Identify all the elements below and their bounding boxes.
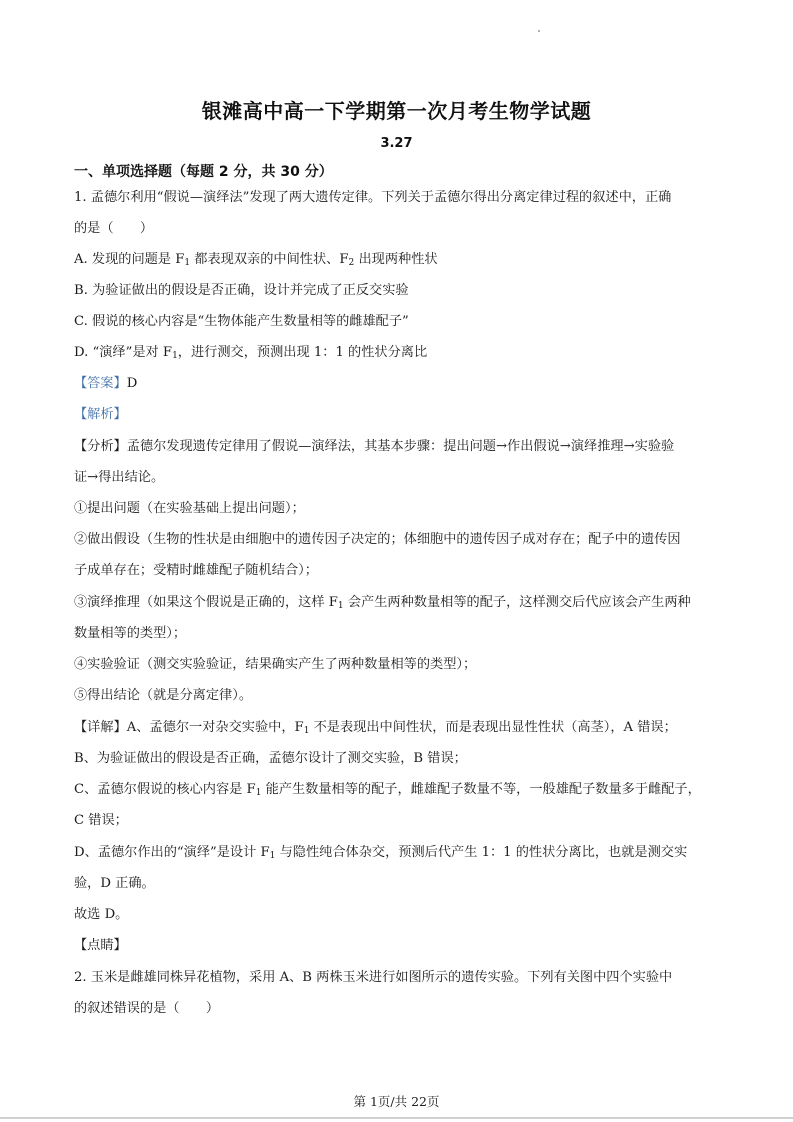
q1-option-a-text: A. 发现的问题是 F <box>74 252 185 267</box>
q1-detail-c-line1 <box>74 780 726 800</box>
comment-tag: 【点睛】 <box>74 938 127 953</box>
q1-step3-line2: 数量相等的类型）； <box>74 626 187 641</box>
subscript: 1 <box>337 601 344 611</box>
exam-date: 3.27 <box>380 136 413 151</box>
subscript: 1 <box>184 258 191 268</box>
detail-text: 与隐性纯合体杂交，预测后代产生 1：1 的性状分离比，也就是测交实 <box>275 845 688 860</box>
analysis-tag: 【解析】 <box>74 407 127 422</box>
q1-step3-line1 <box>74 593 726 613</box>
q1-option-d-text: ，进行测交，预测出现 1：1 的性状分离比 <box>177 345 428 360</box>
q1-step5: ⑤得出结论（就是分离定律）。 <box>74 688 253 703</box>
q1-conclusion: 故选 D。 <box>74 907 129 922</box>
step3-text: 会产生两种数量相等的配子，这样测交后代应该会产生两种 <box>343 595 691 610</box>
fenxi-tag: 【分析】 <box>74 439 127 454</box>
q1-stem-line2: 的是（ ） <box>74 221 154 236</box>
q1-option-a <box>74 250 726 270</box>
q1-step2-line1: ②做出假设（生物的性状是由细胞中的遗传因子决定的；体细胞中的遗传因子成对存在；配子中的遗传因 <box>74 532 681 547</box>
q1-fenxi-line1 <box>74 437 726 457</box>
subscript: 1 <box>172 351 178 361</box>
q1-detail-c-line2: C 错误； <box>74 813 128 828</box>
section-heading: 一、单项选择题（每题 2 分，共 30 分） <box>74 164 333 180</box>
subscript: 1 <box>303 726 310 736</box>
q1-comment-label <box>74 936 726 956</box>
subscript: 2 <box>348 258 355 268</box>
q1-step2-line2: 子成单存在；受精时雌雄配子随机结合）； <box>74 563 318 578</box>
q1-option-d-text: D. “演绎”是对 F <box>74 345 173 360</box>
q2-stem-line2: 的叙述错误的是（ ） <box>74 1001 220 1016</box>
step3-text: ③演绎推理（如果这个假说是正确的，这样 F <box>74 595 338 610</box>
q1-option-c: C. 假说的核心内容是“生物体能产生数量相等的雌雄配子” <box>74 314 409 329</box>
subscript: 1 <box>255 788 262 798</box>
answer-tag: 【答案】 <box>74 376 127 391</box>
q1-option-a-text: 出现两种性状 <box>354 252 438 267</box>
detail-text: D、孟德尔作出的“演绎”是设计 F <box>74 845 270 860</box>
page-title: 银滩高中高一下学期第一次月考生物学试题 <box>201 99 592 123</box>
q1-option-a-text: 都表现双亲的中间性状、F <box>190 252 349 267</box>
q1-detail-a <box>74 718 726 738</box>
q1-detail-d-line2: 验，D 正确。 <box>74 876 155 891</box>
q1-detail-d-line1 <box>74 843 726 863</box>
detail-tag: 【详解】 <box>74 720 127 735</box>
detail-text: A、孟德尔一对杂交实验中，F <box>126 720 304 735</box>
footer-rule <box>0 1117 793 1119</box>
q1-analysis-label <box>74 405 726 425</box>
fenxi-text: 孟德尔发现遗传定律用了假说—演绎法，其基本步骤：提出问题→作出假说→演绎推理→实验验 <box>126 439 675 454</box>
q1-stem-line1: 1. 孟德尔利用“假说—演绎法”发现了两大遗传定律。下列关于孟德尔得出分离定律过程的叙述中，正确 <box>74 190 672 205</box>
scan-dot-mark <box>538 30 540 32</box>
subscript: 1 <box>269 851 276 861</box>
q1-fenxi-line2: 证→得出结论。 <box>74 470 165 485</box>
q1-option-b: B. 为验证做出的假设是否正确，设计并完成了正反交实验 <box>74 283 409 298</box>
q2-stem-line1: 2. 玉米是雌雄同株异花植物，采用 A、B 两株玉米进行如图所示的遗传实验。下列有关图中四个实验中 <box>74 970 673 985</box>
q1-option-d <box>74 343 726 363</box>
page-footer: 第 1页/共 22页 <box>353 1094 440 1109</box>
q1-step4: ④实验验证（测交实验验证，结果确实产生了两种数量相等的类型）； <box>74 657 477 672</box>
detail-text: 不是表现出中间性状，而是表现出显性性状（高茎），A 错误； <box>309 720 677 735</box>
detail-text: C、孟德尔假说的核心内容是 F <box>74 782 256 797</box>
answer-value: D <box>126 376 138 391</box>
q1-step1: ①提出问题（在实验基础上提出问题）； <box>74 501 305 516</box>
q1-detail-b: B、为验证做出的假设是否正确，孟德尔设计了测交实验，B 错误； <box>74 751 467 766</box>
detail-text: 能产生数量相等的配子，雌雄配子数量不等，一般雄配子数量多于雌配子， <box>261 782 701 797</box>
q1-answer <box>74 374 726 394</box>
